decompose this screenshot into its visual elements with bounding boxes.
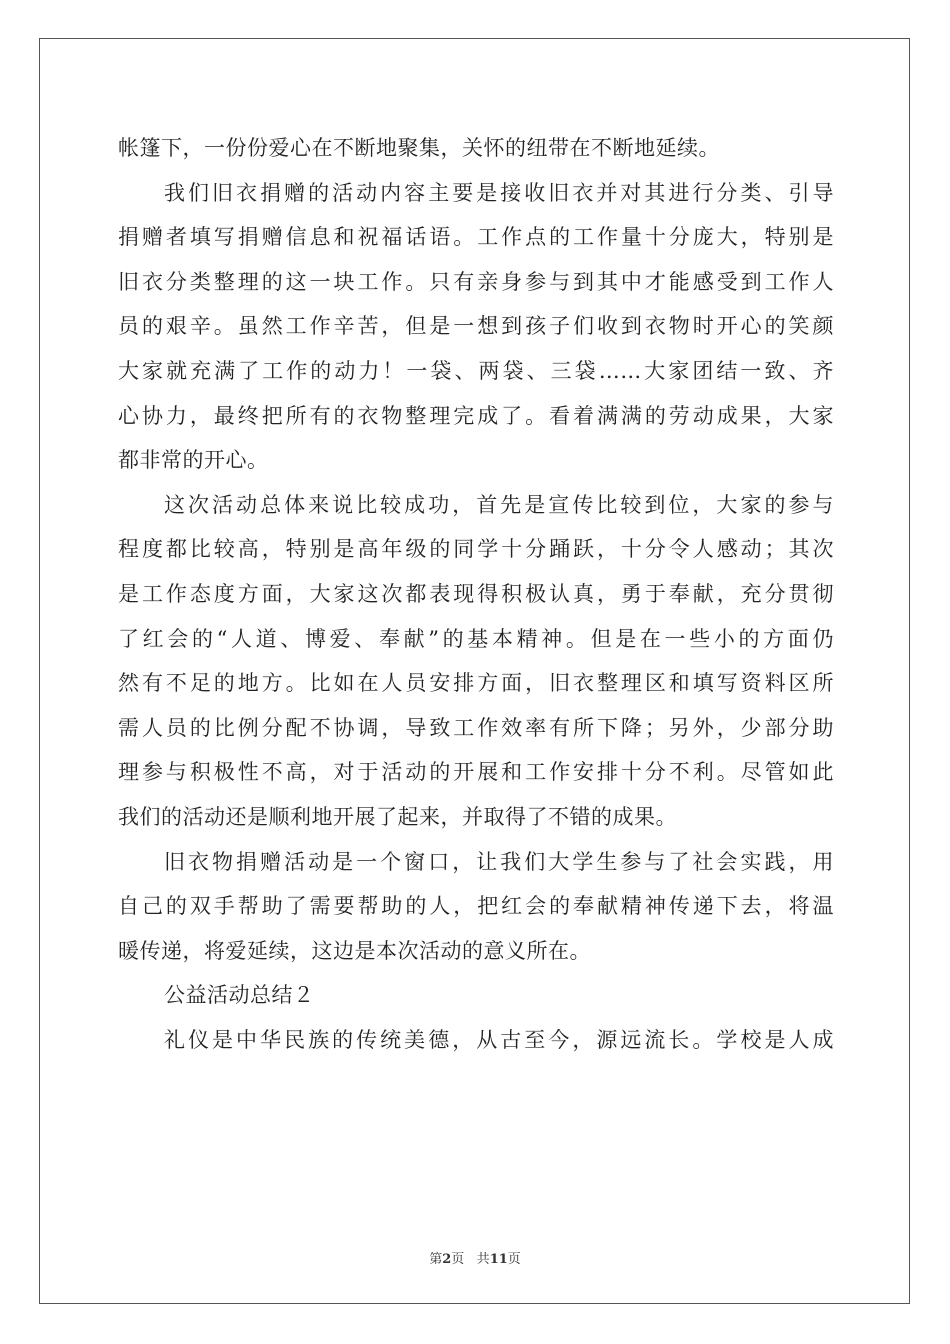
text-line: 然有不足的地方。比如在人员安排方面，旧衣整理区和填写资料区所 [118, 671, 834, 696]
paragraph-start-line: 我们旧衣捐赠的活动内容主要是接收旧衣并对其进行分类、引导 [164, 180, 834, 205]
text-line: 了红会的“人道、博爱、奉献”的基本精神。但是在一些小的方面仍 [118, 626, 834, 651]
text-line: 暖传递，将爱延续，这边是本次活动的意义所在。 [118, 938, 591, 963]
text-line: 我们的活动还是顺利地开展了起来，并取得了不错的成果。 [118, 804, 677, 829]
text-line: 大家就充满了工作的动力！一袋、两袋、三袋……大家团结一致、齐 [118, 358, 834, 383]
text-line: 帐篷下，一份份爱心在不断地聚集，关怀的纽带在不断地延续。 [118, 136, 720, 160]
text-line: 心协力，最终把所有的衣物整理完成了。看着满满的劳动成果，大家 [118, 403, 834, 428]
text-line: 自己的双手帮助了需要帮助的人，把红会的奉献精神传递下去，将温 [118, 894, 834, 919]
text-line: 理参与积极性不高，对于活动的开展和工作安排十分不利。尽管如此 [118, 760, 834, 785]
text-line: 需人员的比例分配不协调，导致工作效率有所下降；另外，少部分助 [118, 715, 834, 740]
footer-total-pages: 11 [489, 1252, 508, 1267]
page-footer [0, 1248, 950, 1267]
footer-page-suffix: 页 [451, 1252, 465, 1267]
footer-page-number: 2 [442, 1252, 452, 1267]
text-line: 旧衣分类整理的这一块工作。只有亲身参与到其中才能感受到工作人 [118, 269, 834, 294]
text-line: 程度都比较高，特别是高年级的同学十分踊跃，十分令人感动；其次 [118, 537, 834, 562]
footer-prefix: 第 [429, 1252, 443, 1267]
text-line: 捐赠者填写捐赠信息和祝福话语。工作点的工作量十分庞大，特别是 [118, 225, 834, 250]
text-line: 都非常的开心。 [118, 448, 269, 473]
paragraph-start-line: 这次活动总体来说比较成功，首先是宣传比较到位，大家的参与 [164, 492, 834, 517]
footer-total-suffix: 页 [507, 1252, 521, 1267]
text-line: 是工作态度方面，大家这次都表现得积极认真，勇于奉献，充分贯彻 [118, 581, 834, 606]
section-heading: 公益活动总结２ [164, 983, 315, 1008]
text-line: 员的艰辛。虽然工作辛苦，但是一想到孩子们收到衣物时开心的笑颜 [118, 314, 834, 339]
paragraph-start-line: 礼仪是中华民族的传统美德，从古至今，源远流长。学校是人成 [164, 1027, 834, 1052]
document-body [118, 126, 834, 1062]
paragraph-start-line: 旧衣物捐赠活动是一个窗口，让我们大学生参与了社会实践，用 [164, 849, 834, 874]
footer-total-prefix: 共 [476, 1252, 490, 1267]
